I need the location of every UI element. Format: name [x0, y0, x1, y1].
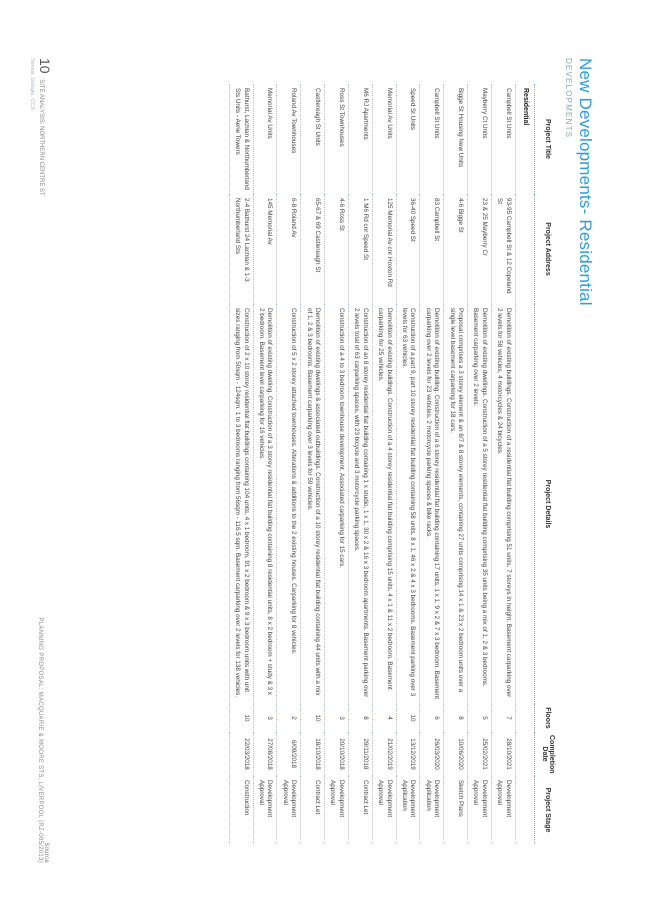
cell-floors: 8 — [348, 704, 372, 732]
developments-table-wrap — [229, 84, 561, 844]
cell-project-address: 36-40 Speed St — [396, 194, 420, 304]
cell-completion-date: 13/12/2019 — [396, 732, 420, 776]
table-row — [467, 84, 491, 844]
header-project-address: Project Address — [535, 194, 562, 304]
developments-table — [229, 84, 561, 844]
cell-project-details: Proposal comprises a 3 storey element & an 8/7 & 8 storey elements, containing 27 units comprising 14 x 1 & 23 x 2 bedroom units over a single level basement carparking for 18 cars. — [444, 304, 468, 704]
cell-project-stage: Development Approval — [277, 776, 301, 844]
cell-project-stage: Construction — [229, 776, 253, 844]
footer-left-text: SITE ANALYSIS: NORTHERN CENTRE ST — [38, 79, 44, 196]
cell-completion-date: 22/03/2018 — [229, 732, 253, 776]
table-row — [396, 84, 420, 844]
footer-right-text: PLANNING PROPOSAL: MACQUARIE & MOORE STS, LIVERPOOL (RZ-005/2013) — [37, 617, 43, 863]
cell-project-title: Campbell St Units — [420, 84, 444, 194]
cell-project-title: Speed St Units — [396, 84, 420, 194]
cell-completion-date: 20/10/2018 — [325, 732, 349, 776]
cell-project-details: Demolition of existing dwellings & associated outbuildings. Construction of a 10 storey residential flat building containing 44 units with a mix of 1, 2 & 3 bedrooms. Basement carparking over 3 levels for 59 vehicles. — [301, 304, 325, 704]
header-project-details: Project Details — [535, 304, 562, 704]
cell-floors: 2 — [277, 704, 301, 732]
cell-project-details: Construction of a part 9, part 10 storey residential flat building containing 58 units, 8 x 1, 46 x 2 & 4 x 3 bedrooms. Basement parking over 3 levels for 63 vehicles. — [396, 304, 420, 704]
cell-project-stage: Development Application — [420, 776, 444, 844]
cell-completion-date: 27/08/2018 — [253, 732, 277, 776]
cell-project-stage: Contract Let — [348, 776, 372, 844]
cell-project-stage: Contract Let — [301, 776, 325, 844]
cell-project-details: Construction of a 4 to 3 bedroom townhouse development. Associated carparking for 15 cars. — [325, 304, 349, 704]
cell-completion-date: 26/03/2020 — [420, 732, 444, 776]
cell-floors: 6 — [420, 704, 444, 732]
cell-floors: 8 — [444, 704, 468, 732]
cell-completion-date: 29/11/2018 — [348, 732, 372, 776]
footer-left — [29, 58, 53, 196]
cell-floors: 3 — [253, 704, 277, 732]
cell-project-address: 4-6 Bigge St — [444, 194, 468, 304]
cell-project-details: Demolition of existing buildings. Construction of a 4 storey residential flat building comprising 15 units, 4 x 1 & 11 x 2 bedroom. Basement carparking for 25 vehicles. — [372, 304, 396, 704]
cell-project-address: 2-4 Bathurst 24 Lachlan & 1-3 Northumberland Sts — [229, 194, 253, 304]
cell-project-address: 125 Memorial Av cnr Hoxton Rd — [372, 194, 396, 304]
cell-completion-date: 28/10/2021 — [491, 732, 515, 776]
cell-project-address: 23 & 25 Mayberry Cr — [467, 194, 491, 304]
cell-project-address: 93-95 Campbell St & 12 Copeland St — [491, 194, 515, 304]
header-completion-date: Completion Date — [535, 732, 562, 776]
cell-project-details: Construction of 2 x 10 storey residential flat buildings containing 104 units, 4 x 1 bedroom, 91 x 2 bedroom & 9 x 3 bedroom units with unit sizes ranging from 50sqm - 124sqm. 1 to 3 bedrooms ranging from 56sqm - 116.5 sqm. Basement carparking over 2 levels for 138 vehicles. — [229, 304, 253, 704]
cell-project-title: Mayberry Ct Units — [467, 84, 491, 194]
cell-completion-date: 18/10/2018 — [301, 732, 325, 776]
cell-project-address: 83 Campbell St — [420, 194, 444, 304]
page-number: 10 — [37, 58, 53, 74]
cell-project-details: Construction of 5 x 2 storey attached townhouses. Alterations & additions to the 2 existing houses. Carparking for 8 vehicles. — [277, 304, 301, 704]
table-row — [325, 84, 349, 844]
cell-project-stage: Development Approval — [253, 776, 277, 844]
cell-floors: 7 — [491, 704, 515, 732]
cell-project-title: Bigge St Housing New Units — [444, 84, 468, 194]
section-row — [515, 84, 534, 844]
cell-project-details: Demolition of existing buildings. Construction of a residential flat building comprising 51 units, 7 storeys in height. Basement carparking over 2 levels for 58 vehicles, 4 motorcycles & 24 bicycles. — [491, 304, 515, 704]
table-row — [372, 84, 396, 844]
cell-project-address: 6-8 Roland Av — [277, 194, 301, 304]
cell-floors: 10 — [396, 704, 420, 732]
cell-completion-date: 6/09/2018 — [277, 732, 301, 776]
cell-project-stage: Development Approval — [325, 776, 349, 844]
table-row — [253, 84, 277, 844]
header-floors: Floors — [535, 704, 562, 732]
cell-floors: 3 — [325, 704, 349, 732]
table-row — [301, 84, 325, 844]
cell-floors: 10 — [301, 704, 325, 732]
footer-right — [37, 617, 49, 863]
cell-floors: 10 — [229, 704, 253, 732]
cell-floors: 5 — [467, 704, 491, 732]
cell-project-title: Ross St Townhouses — [325, 84, 349, 194]
header-project-title: Project Title — [535, 84, 562, 194]
cell-project-address: 4-6 Ross St — [325, 194, 349, 304]
cell-project-stage: Development Approval — [467, 776, 491, 844]
cell-project-stage: Development Approval — [491, 776, 515, 844]
cell-project-title: Bathurst, Lachlan & Northumberland Sts Units - Aerie Towers — [229, 84, 253, 194]
cell-project-title: Campbell St Units — [491, 84, 515, 194]
footer-source: Source — [43, 842, 49, 863]
table-row — [229, 84, 253, 844]
table-row — [348, 84, 372, 844]
page-title: New Developments- Residential — [576, 58, 595, 306]
page-subtitle: DEVELOPMENTS — [564, 58, 573, 139]
cell-project-title: Memorial Av Units — [253, 84, 277, 194]
cell-project-address: 145 Memorial Av — [253, 194, 277, 304]
cell-project-stage: Sketch Plans — [444, 776, 468, 844]
cell-project-title: Roland Av Townhouses — [277, 84, 301, 194]
table-header-row — [535, 84, 562, 844]
cell-project-details: Demolition of existing building. Construction of a 6 storey residential flat building containing 17 units, 1 x 1, 9 x 2 & 7 x 3 bedroom. Basement carparking over 2 levels for 23 vehicles, 2 motorcycle parking spaces & bike racks. — [420, 304, 444, 704]
cell-project-details: Construction of an 8 storey residential flat building containing 1 x studio, 1 x 1, 30 x 2 & 16 x 3 bedroom apartments. Basement parking over 2 levels total of 63 carparking spaces, with 23 bicycle and 3 motorcycle parking spaces. — [348, 304, 372, 704]
cell-completion-date: 21/02/2019 — [372, 732, 396, 776]
table-row — [444, 84, 468, 844]
table-row — [277, 84, 301, 844]
cell-project-title: M6 RJ Apartments — [348, 84, 372, 194]
cell-project-address: 1 M6 Rd cnr Speed St — [348, 194, 372, 304]
cell-project-details: Demolition of existing dwellings. Construction of a 5 storey residential flat building comprising 35 units being a mix of 1, 2 & 3 bedrooms. Basement carparking over 2 levels. — [467, 304, 491, 704]
cell-floors: 4 — [372, 704, 396, 732]
cell-project-stage: Development Approval — [372, 776, 396, 844]
cell-completion-date: 10/06/2020 — [444, 732, 468, 776]
header-project-stage: Project Stage — [535, 776, 562, 844]
cell-project-stage: Development Application — [396, 776, 420, 844]
cell-project-address: 65-67 & 69 Castlereagh St — [301, 194, 325, 304]
cell-project-details: Demolition of existing dwelling. Construction of a 3 storey residential flat building containing 8 residential units, 8 x 2 bedroom + study & 3 x 2 bedroom. Basement level carparking for 16 vehicles. — [253, 304, 277, 704]
cell-project-title: Castlereagh St Units — [301, 84, 325, 194]
cell-completion-date: 25/02/2021 — [467, 732, 491, 776]
cell-project-title: Memorial Av Units — [372, 84, 396, 194]
footer-left-sub: Sensis, Google, CCS — [29, 58, 35, 110]
table-row — [420, 84, 444, 844]
table-row — [491, 84, 515, 844]
section-label: Residential — [515, 84, 534, 844]
